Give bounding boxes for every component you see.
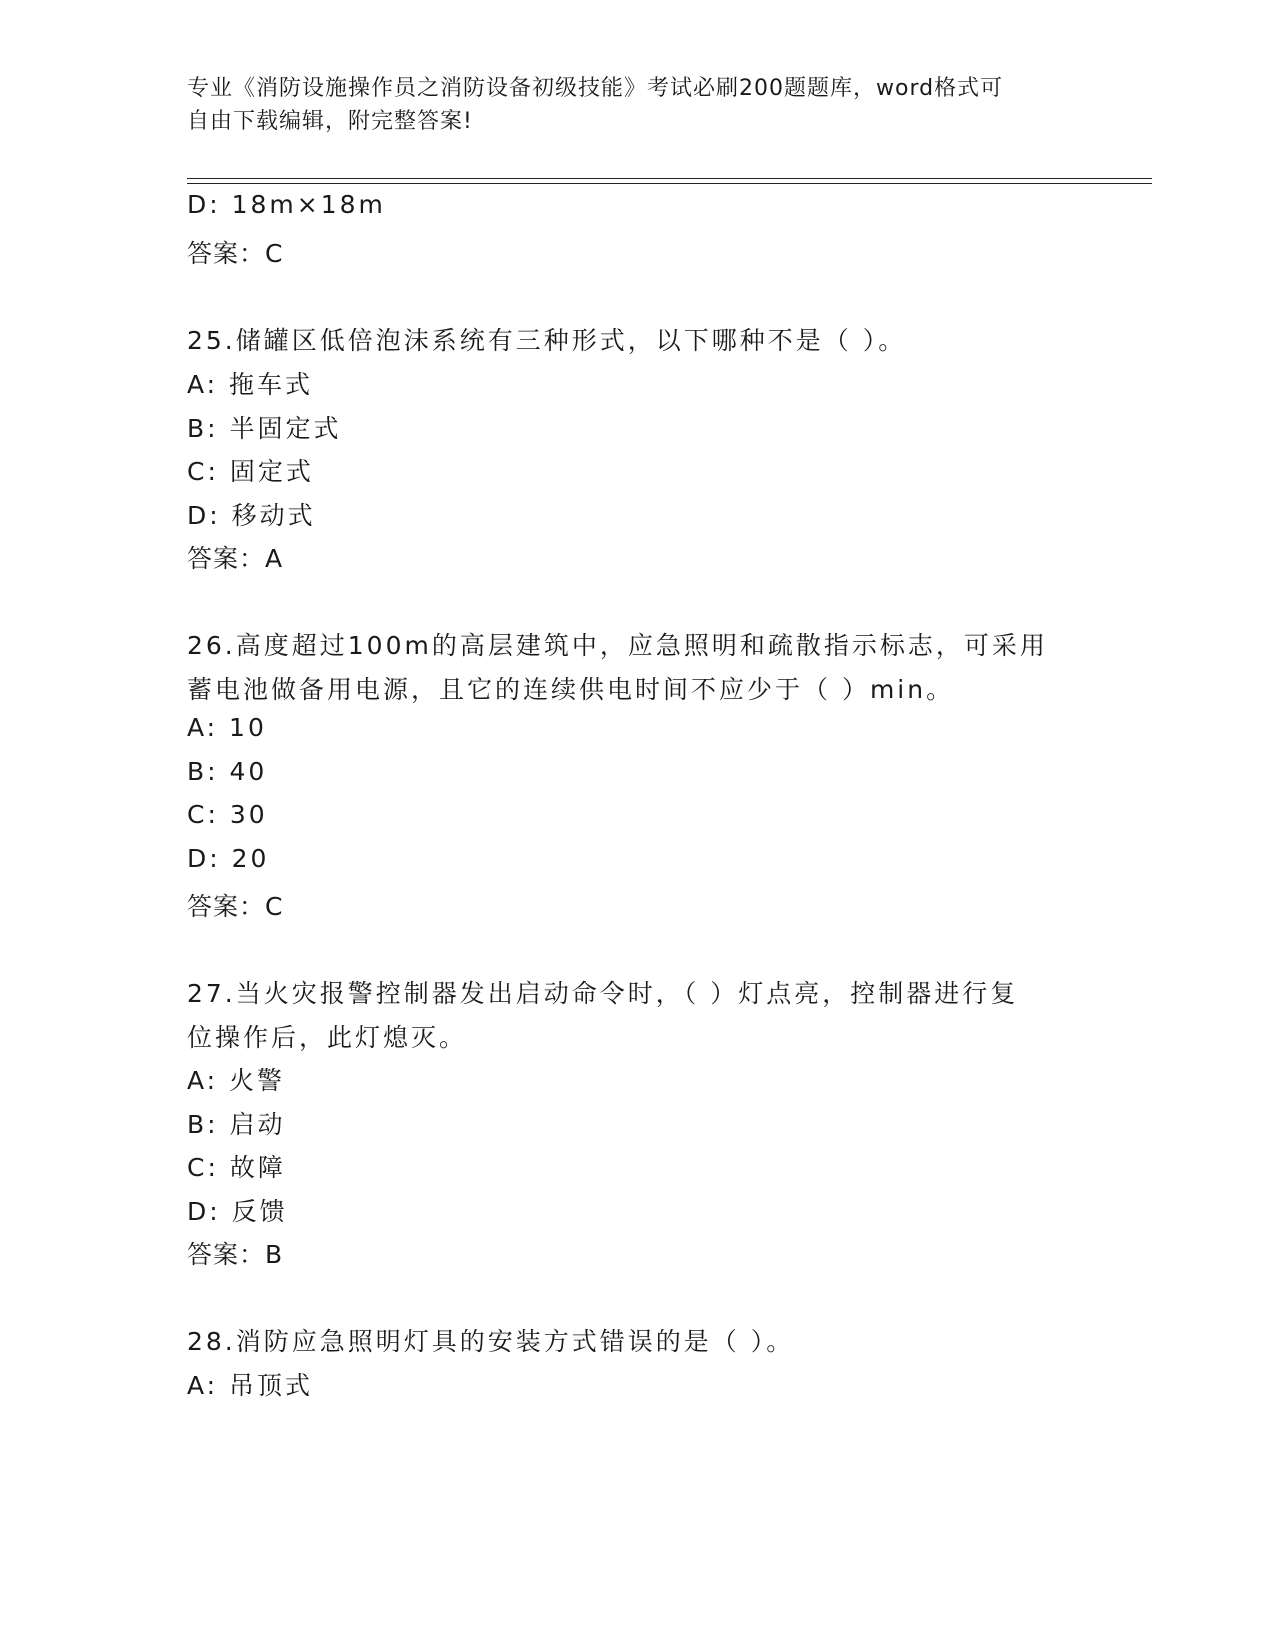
q26-stem-line-2: 蓄电池做备用电源，且它的连续供电时间不应少于（ ）min。 bbox=[187, 675, 955, 704]
q26-option-b: B: 40 bbox=[187, 757, 268, 786]
prev-answer: 答案：C bbox=[187, 239, 284, 268]
q28-stem: 28.消防应急照明灯具的安装方式错误的是（ ）。 bbox=[187, 1327, 795, 1356]
q26-option-c: C: 30 bbox=[187, 800, 268, 829]
document-header bbox=[187, 72, 1067, 138]
q26-option-a: A: 10 bbox=[187, 713, 267, 742]
q25-stem: 25.储罐区低倍泡沫系统有三种形式，以下哪种不是（ ）。 bbox=[187, 326, 907, 355]
q25-answer: 答案：A bbox=[187, 544, 284, 573]
q25-option-b: B: 半固定式 bbox=[187, 414, 342, 443]
header-line-2: 自由下载编辑，附完整答案! bbox=[187, 109, 473, 134]
header-divider-top bbox=[187, 178, 1152, 179]
q25-option-d: D: 移动式 bbox=[187, 501, 316, 530]
q27-option-c: C: 故障 bbox=[187, 1153, 286, 1182]
header-divider-bottom bbox=[187, 183, 1152, 184]
header-line-1: 专业《消防设施操作员之消防设备初级技能》考试必刷200题题库，word格式可 bbox=[187, 76, 1004, 101]
q26-option-d: D: 20 bbox=[187, 844, 270, 873]
q28-option-a: A: 吊顶式 bbox=[187, 1371, 314, 1400]
prev-option-d: D: 18m×18m bbox=[187, 190, 386, 219]
q27-answer: 答案：B bbox=[187, 1240, 284, 1269]
q27-stem-line-2: 位操作后，此灯熄灭。 bbox=[187, 1023, 468, 1052]
q25-option-a: A: 拖车式 bbox=[187, 370, 314, 399]
q26-answer: 答案：C bbox=[187, 892, 284, 921]
q25-option-c: C: 固定式 bbox=[187, 457, 314, 486]
q26-stem-line-1: 26.高度超过100m的高层建筑中，应急照明和疏散指示标志，可采用 bbox=[187, 631, 1048, 660]
q27-option-a: A: 火警 bbox=[187, 1066, 286, 1095]
q27-option-b: B: 启动 bbox=[187, 1110, 286, 1139]
q27-option-d: D: 反馈 bbox=[187, 1197, 288, 1226]
q27-stem-line-1: 27.当火灾报警控制器发出启动命令时，（ ）灯点亮，控制器进行复 bbox=[187, 979, 1019, 1008]
